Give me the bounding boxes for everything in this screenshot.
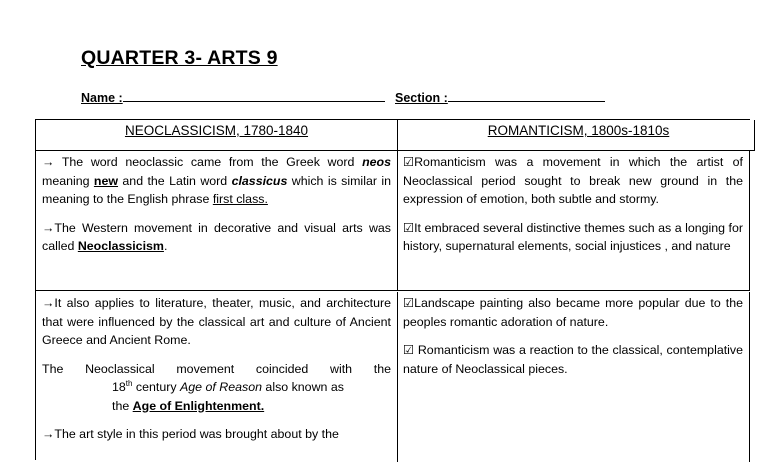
- page-title: QUARTER 3- ARTS 9: [81, 47, 278, 69]
- header-romanticism: ROMANTICISM, 1800s-1810s: [398, 120, 755, 151]
- name-label: Name :: [81, 91, 123, 105]
- section-label: Section :: [395, 91, 448, 105]
- neo-paragraph-2: →The Western movement in decorative and visual arts was called Neoclassicism.: [42, 220, 391, 253]
- name-field[interactable]: [81, 89, 385, 105]
- neo-paragraph-4b: 18th century Age of Reason also known as: [112, 378, 344, 394]
- neo-cell-2: [36, 292, 398, 462]
- rom-paragraph-4: ☑ Romanticism was a reaction to the classical, contemplative nature of Neoclassical pieces.: [403, 343, 743, 376]
- rom-cell-2: [398, 292, 750, 462]
- comparison-table: [35, 119, 750, 460]
- section-field[interactable]: [395, 89, 605, 105]
- neo-cell-1: [36, 151, 398, 291]
- rom-cell-1: [398, 151, 750, 291]
- header-neoclassicism: NEOCLASSICISM, 1780-1840: [36, 120, 398, 151]
- neo-paragraph-4: The Neoclassical movement coincided with the: [42, 361, 391, 376]
- neo-paragraph-4c: the Age of Enlightenment.: [112, 398, 265, 413]
- name-blank[interactable]: [123, 89, 385, 102]
- rom-paragraph-3: ☑Landscape painting also became more popular due to the peoples romantic adoration of nature.: [403, 296, 743, 329]
- neo-paragraph-3: →It also applies to literature, theater, music, and architecture that were influenced by the classical art and culture of Ancient Greece and Ancient Rome.: [42, 296, 391, 347]
- rom-paragraph-2: ☑It embraced several distinctive themes such as a longing for history, supernatural elements, social injustices , and nature: [403, 220, 743, 253]
- section-blank[interactable]: [448, 89, 605, 102]
- rom-paragraph-1: ☑Romanticism was a movement in which the artist of Neoclassical period sought to break new ground in the expression of emotion, both subtle and stormy.: [403, 155, 743, 206]
- neo-paragraph-5: →The art style in this period was brought about by the: [42, 427, 339, 441]
- neo-paragraph-1: → The word neoclassic came from the Greek word neos meaning new and the Latin word classicus which is similar in meaning to the English phrase first class.: [42, 155, 391, 206]
